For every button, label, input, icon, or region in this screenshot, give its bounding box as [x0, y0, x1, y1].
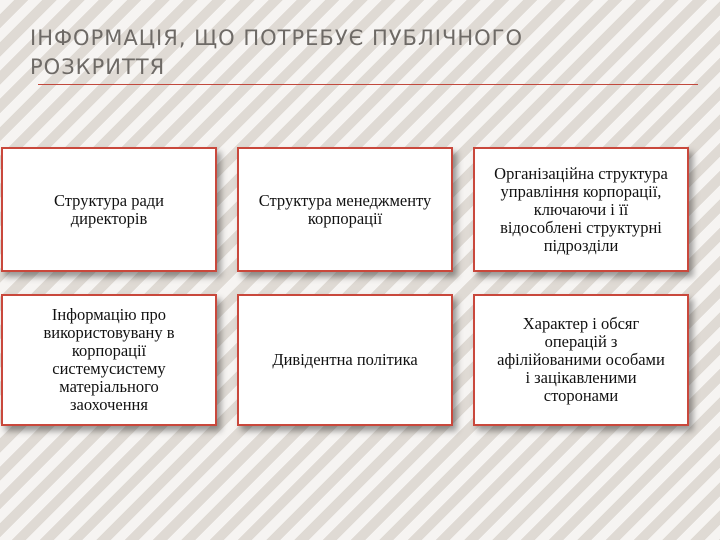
box-management-structure	[237, 147, 453, 272]
box-dividend-policy	[237, 294, 453, 426]
title-underline	[38, 84, 698, 85]
box-label: Організаційна структура управління корпорації, ключаючи і її відособлені структурні підрозділи	[494, 163, 668, 255]
slide-title: ІНФОРМАЦІЯ, ЩО ПОТРЕБУЄ ПУБЛІЧНОГО РОЗКРИТТЯ	[30, 26, 524, 79]
box-board-structure	[1, 147, 217, 272]
box-affiliated-operations	[473, 294, 689, 426]
box-label: Структура менеджменту корпорації	[258, 190, 432, 228]
box-label: Характер і обсяг операцій з афілійованими особами і зацікавленими сторонами	[497, 314, 665, 405]
box-label: Дивідентна політика	[272, 350, 418, 369]
box-label: Структура ради директорів	[53, 190, 165, 228]
box-organizational-structure	[473, 147, 689, 272]
box-label: Інформацію про використовувану в корпорації системусистему матеріального заохочення	[43, 305, 175, 414]
box-incentive-system	[1, 294, 217, 426]
